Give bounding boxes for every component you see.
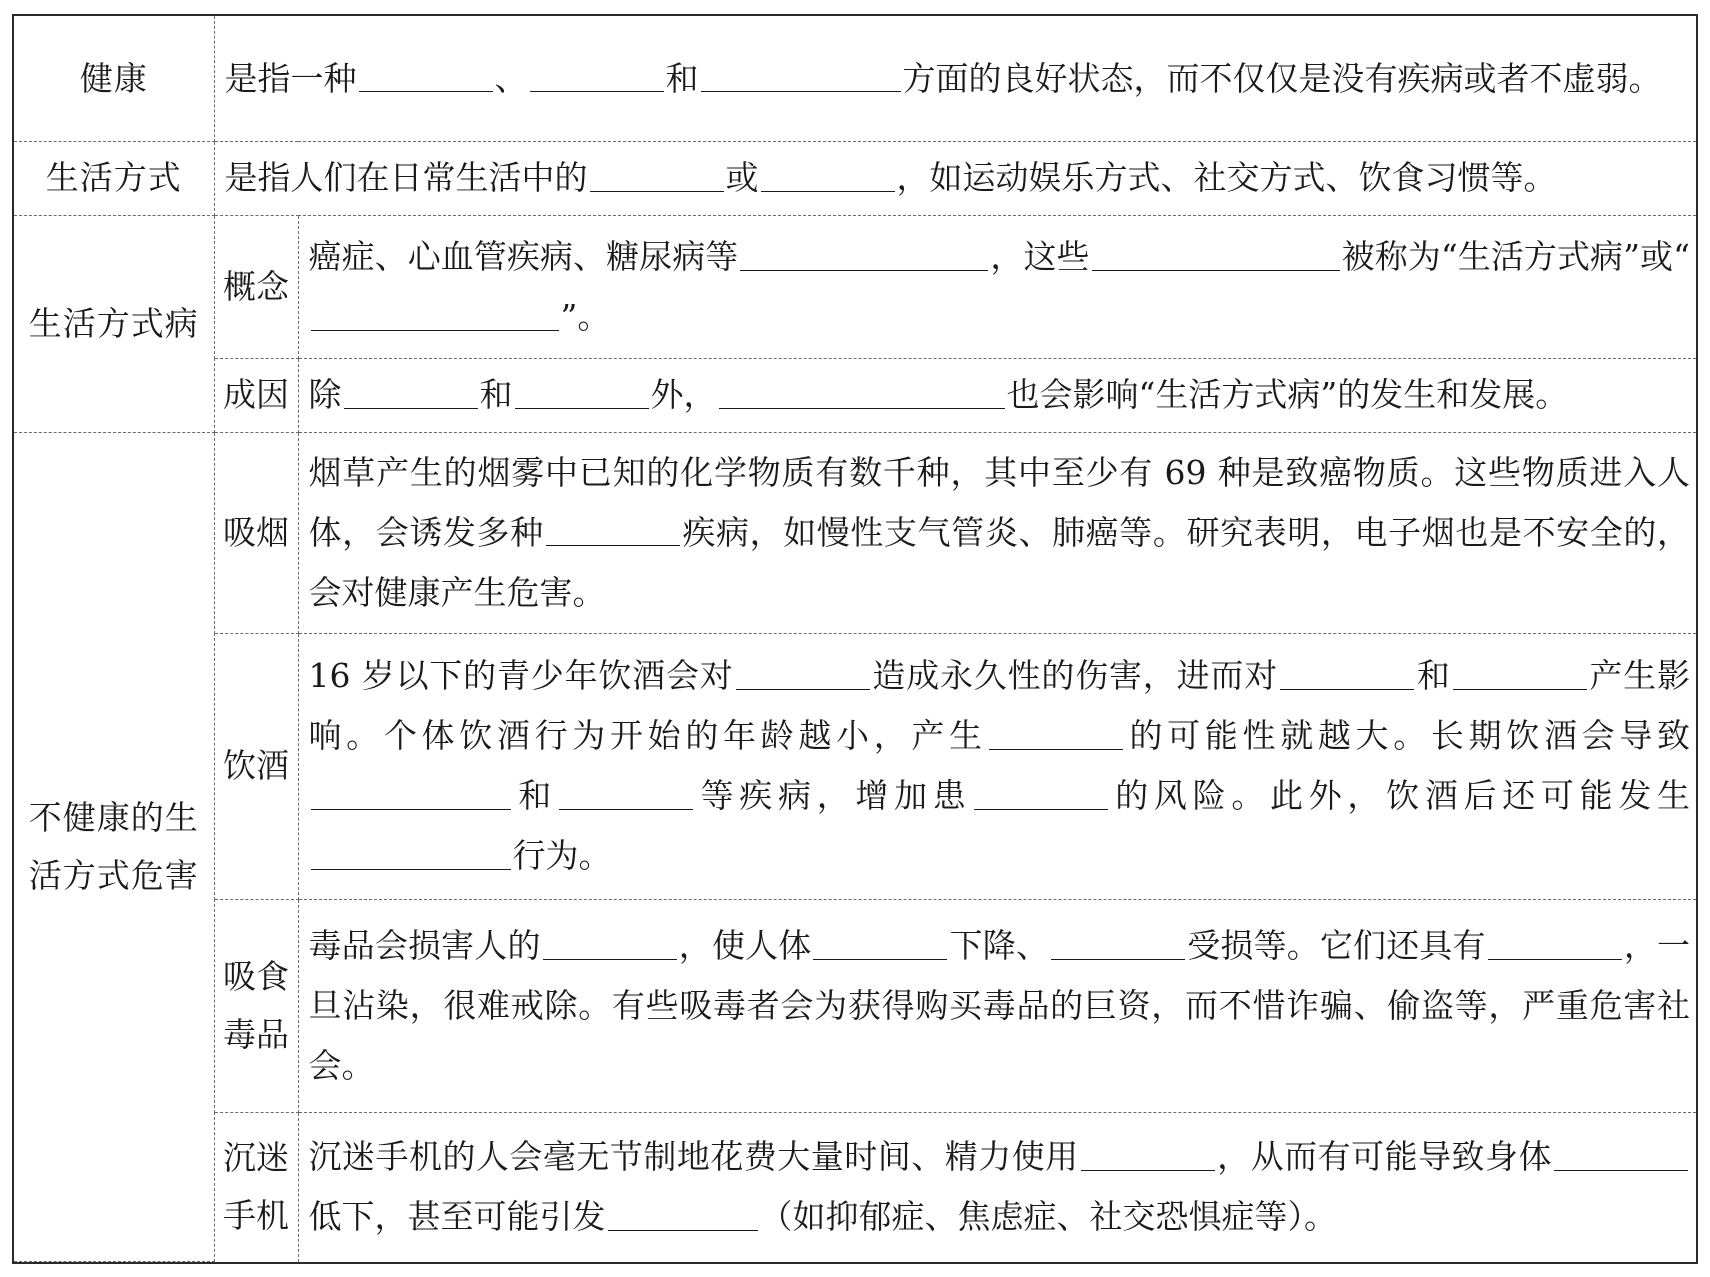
blank-input[interactable] (590, 158, 724, 192)
drugs-text-4: 受损等。它们还具有 (1187, 925, 1486, 965)
blank-input[interactable] (559, 776, 693, 810)
category-lifestyle-disease-text: 生活方式病 (28, 303, 199, 343)
sub-concept-label: 概念 (223, 266, 289, 306)
smoking-text-2: 疾病，如慢性支气管炎、肺癌等。研究表明，电子烟也是不安全的，会对健康产生危害。 (308, 512, 1691, 612)
blank-input[interactable] (359, 58, 493, 92)
drugs-text-1: 毒品会损害人的 (308, 925, 541, 965)
row-lifestyle-disease-cause (14, 359, 1696, 432)
row-lifestyle-disease-concept (14, 215, 1696, 359)
blank-input[interactable] (311, 297, 559, 331)
cause-text-1: 除 (308, 375, 342, 415)
lifestyle-text-3: ，如运动娱乐方式、社交方式、饮食习惯等。 (896, 158, 1557, 198)
drinking-text-4: 产生影响。个体饮酒行为开始的年龄越小，产生 (308, 656, 1691, 756)
phone-text-4: （如抑郁症、焦虑症、社交恐惧症等）。 (759, 1197, 1337, 1237)
category-lifestyle (14, 142, 214, 215)
blank-input[interactable] (608, 1197, 758, 1231)
drinking-text-1: 16 岁以下的青少年饮酒会对 (308, 656, 734, 696)
sub-smoking-label: 吸烟 (223, 512, 289, 552)
lifestyle-health-table (14, 16, 1696, 1262)
cause-content (298, 359, 1696, 432)
cause-text-3: 外， (650, 375, 717, 415)
row-health (14, 16, 1696, 142)
drinking-text-9: 行为。 (512, 836, 612, 876)
blank-input[interactable] (515, 375, 649, 409)
blank-input[interactable] (974, 776, 1108, 810)
health-definition (214, 16, 1696, 142)
drugs-text-5: ，一旦沾染，很难戒除。有些吸毒者会为获得购买毒品的巨资，而不惜诈骗、偷盗等，严重危害社会。 (308, 925, 1691, 1085)
concept-text-3: 被称为“生活方式病”或“ (1341, 236, 1690, 276)
blank-input[interactable] (530, 58, 664, 92)
blank-input[interactable] (1280, 656, 1414, 690)
sub-drugs-label: 吸食毒品 (223, 956, 289, 1054)
health-text-3: 和 (665, 58, 699, 98)
health-text-4: 方面的良好状态，而不仅仅是没有疾病或者不虚弱。 (902, 58, 1662, 98)
drinking-content (298, 633, 1696, 899)
concept-text-4: ”。 (560, 296, 611, 336)
row-harm-drugs (14, 900, 1696, 1113)
phone-text-1: 沉迷手机的人会毫无节制地花费大量时间、精力使用 (308, 1137, 1079, 1177)
smoking-content (298, 432, 1696, 633)
drinking-text-5: 的可能性就越大。长期饮酒会导致 (1124, 716, 1691, 756)
category-harms-text: 不健康的生活方式危害 (28, 797, 199, 895)
lifestyle-text-1: 是指人们在日常生活中的 (224, 158, 588, 198)
sub-cause-label: 成因 (223, 375, 289, 415)
blank-input[interactable] (1453, 656, 1587, 690)
worksheet-frame (12, 14, 1698, 1264)
blank-input[interactable] (989, 716, 1123, 750)
blank-input[interactable] (719, 375, 1005, 409)
blank-input[interactable] (736, 656, 870, 690)
drinking-text-8: 的风险。此外，饮酒后还可能发生 (1109, 776, 1691, 816)
blank-input[interactable] (1092, 237, 1340, 271)
blank-input[interactable] (546, 512, 680, 546)
blank-input[interactable] (1488, 926, 1622, 960)
blank-input[interactable] (311, 776, 511, 810)
blank-input[interactable] (1554, 1137, 1688, 1171)
cause-text-4: 也会影响“生活方式病”的发生和发展。 (1006, 375, 1569, 415)
row-lifestyle (14, 142, 1696, 215)
blank-input[interactable] (761, 158, 895, 192)
sub-smoking (214, 432, 298, 633)
drugs-text-2: ，使人体 (678, 925, 812, 965)
category-lifestyle-text: 生活方式 (45, 158, 182, 198)
category-harms (14, 432, 214, 1261)
drinking-text-7: 等疾病，增加患 (694, 776, 972, 816)
phone-text-2: ，从而有可能导致身体 (1216, 1137, 1553, 1177)
blank-input[interactable] (740, 237, 988, 271)
sub-drugs (214, 900, 298, 1113)
sub-drinking-label: 饮酒 (223, 746, 289, 786)
concept-text-1: 癌症、心血管疾病、糖尿病等 (308, 236, 739, 276)
sub-concept (214, 215, 298, 359)
blank-input[interactable] (344, 375, 478, 409)
phone-text-3: 低下，甚至可能引发 (308, 1197, 606, 1237)
drinking-text-3: 和 (1416, 656, 1451, 696)
blank-input[interactable] (311, 836, 511, 870)
blank-input[interactable] (1051, 926, 1185, 960)
category-health (14, 16, 214, 142)
drugs-text-3: 下降、 (949, 925, 1050, 965)
blank-input[interactable] (813, 926, 947, 960)
blank-input[interactable] (701, 58, 901, 92)
blank-input[interactable] (1081, 1137, 1215, 1171)
sub-phone-label: 沉迷手机 (223, 1138, 289, 1236)
cause-text-2: 和 (479, 375, 513, 415)
smoking-text-1: 烟草产生的烟雾中已知的化学物质有数千种，其中至少有 69 种是致癌物质。这些物质进入人体，会诱发多种 (308, 452, 1690, 552)
category-lifestyle-disease (14, 215, 214, 432)
drinking-text-6: 和 (512, 776, 557, 816)
drinking-text-2: 造成永久性的伤害，进而对 (871, 656, 1279, 696)
category-health-text: 健康 (79, 58, 148, 98)
sub-drinking (214, 633, 298, 899)
concept-text-2: ，这些 (990, 236, 1090, 276)
sub-cause (214, 359, 298, 432)
blank-input[interactable] (543, 926, 677, 960)
row-harm-phone (14, 1112, 1696, 1261)
health-text-1: 是指一种 (224, 58, 357, 98)
row-harm-smoking (14, 432, 1696, 633)
lifestyle-text-2: 或 (725, 158, 759, 198)
lifestyle-definition (214, 142, 1696, 215)
drugs-content (298, 900, 1696, 1113)
row-harm-drinking (14, 633, 1696, 899)
health-text-2: 、 (494, 58, 528, 98)
sub-phone (214, 1112, 298, 1261)
concept-content (298, 215, 1696, 359)
phone-content (298, 1112, 1696, 1261)
